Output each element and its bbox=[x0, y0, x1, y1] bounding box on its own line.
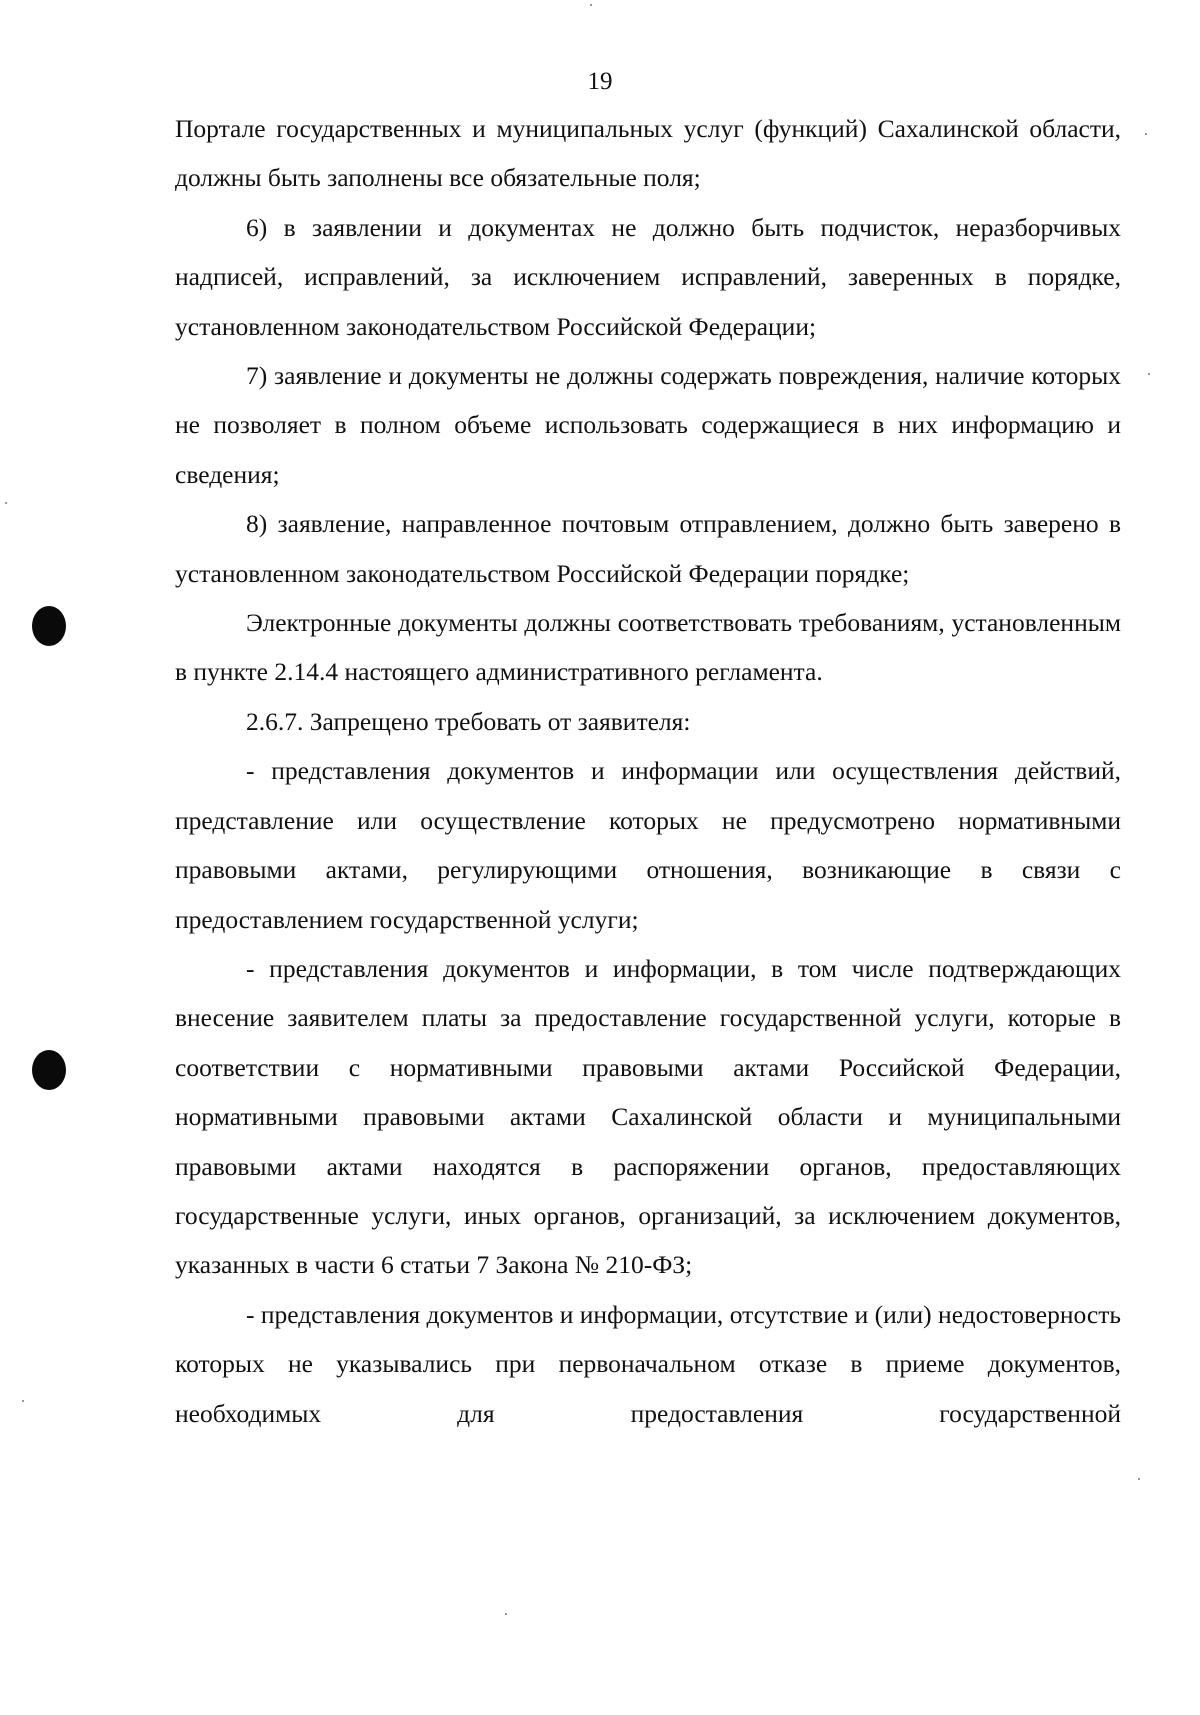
scan-speck bbox=[505, 1613, 507, 1615]
punch-hole-mark bbox=[32, 1050, 66, 1090]
punch-hole-mark bbox=[32, 606, 66, 646]
scan-speck bbox=[1145, 133, 1147, 135]
paragraph: 8) заявление, направленное почтовым отправлением, должно быть заверено в установленном законодательством Российской Федерации порядке; bbox=[175, 509, 1121, 588]
scan-speck bbox=[1138, 1478, 1140, 1480]
paragraph: 7) заявление и документы не должны содержать повреждения, наличие которых не позволяет в полном объеме использовать содержащиеся в них информацию и сведения; bbox=[175, 361, 1121, 489]
scan-speck bbox=[22, 1400, 24, 1402]
paragraph: - представления документов и информации, в том числе подтверждающих внесение заявителем платы за предоставление государственной услуги, которые в соответствии с нормативными правовыми актами Российской Федерации, нормативными правовыми актами Сахалинской области и муниципальными правовыми актами находятся в распоряжении органов, предоставляющих государственные услуги, иных органов, организаций, за исключением документов, указанных в части 6 статьи 7 Закона № 210-ФЗ; bbox=[175, 953, 1121, 1280]
scan-speck bbox=[590, 4, 592, 6]
paragraph: Портале государственных и муниципальных услуг (функций) Сахалинской области, должны быть заполнены все обязательные поля; bbox=[175, 114, 1121, 193]
paragraph: - представления документов и информации, отсутствие и (или) недостоверность которых не указывались при первоначальном отказе в приеме документов, необходимых для предоставления государственной bbox=[175, 1299, 1121, 1428]
paragraph: 2.6.7. Запрещено требовать от заявителя: bbox=[246, 706, 691, 736]
paragraph: 6) в заявлении и документах не должно быть подчисток, неразборчивых надписей, исправлений, за исключением исправлений, заверенных в порядке, установленном законодательством Российской Федерации; bbox=[175, 212, 1121, 341]
scan-speck bbox=[5, 502, 7, 504]
page-number-text: 19 bbox=[587, 68, 613, 95]
paragraph: Электронные документы должны соответствовать требованиям, установленным в пункте 2.14.4 настоящего административного регламента. bbox=[175, 608, 1121, 687]
page-number bbox=[45, 68, 1200, 96]
paragraph: - представления документов и информации или осуществления действий, представление или осуществление которых не предусмотрено нормативными правовыми актами, регулирующими отношения, возникающие в связи с предоставлением государственной услуги; bbox=[175, 756, 1121, 934]
document-body bbox=[175, 104, 1121, 1438]
scan-speck bbox=[1148, 373, 1150, 375]
